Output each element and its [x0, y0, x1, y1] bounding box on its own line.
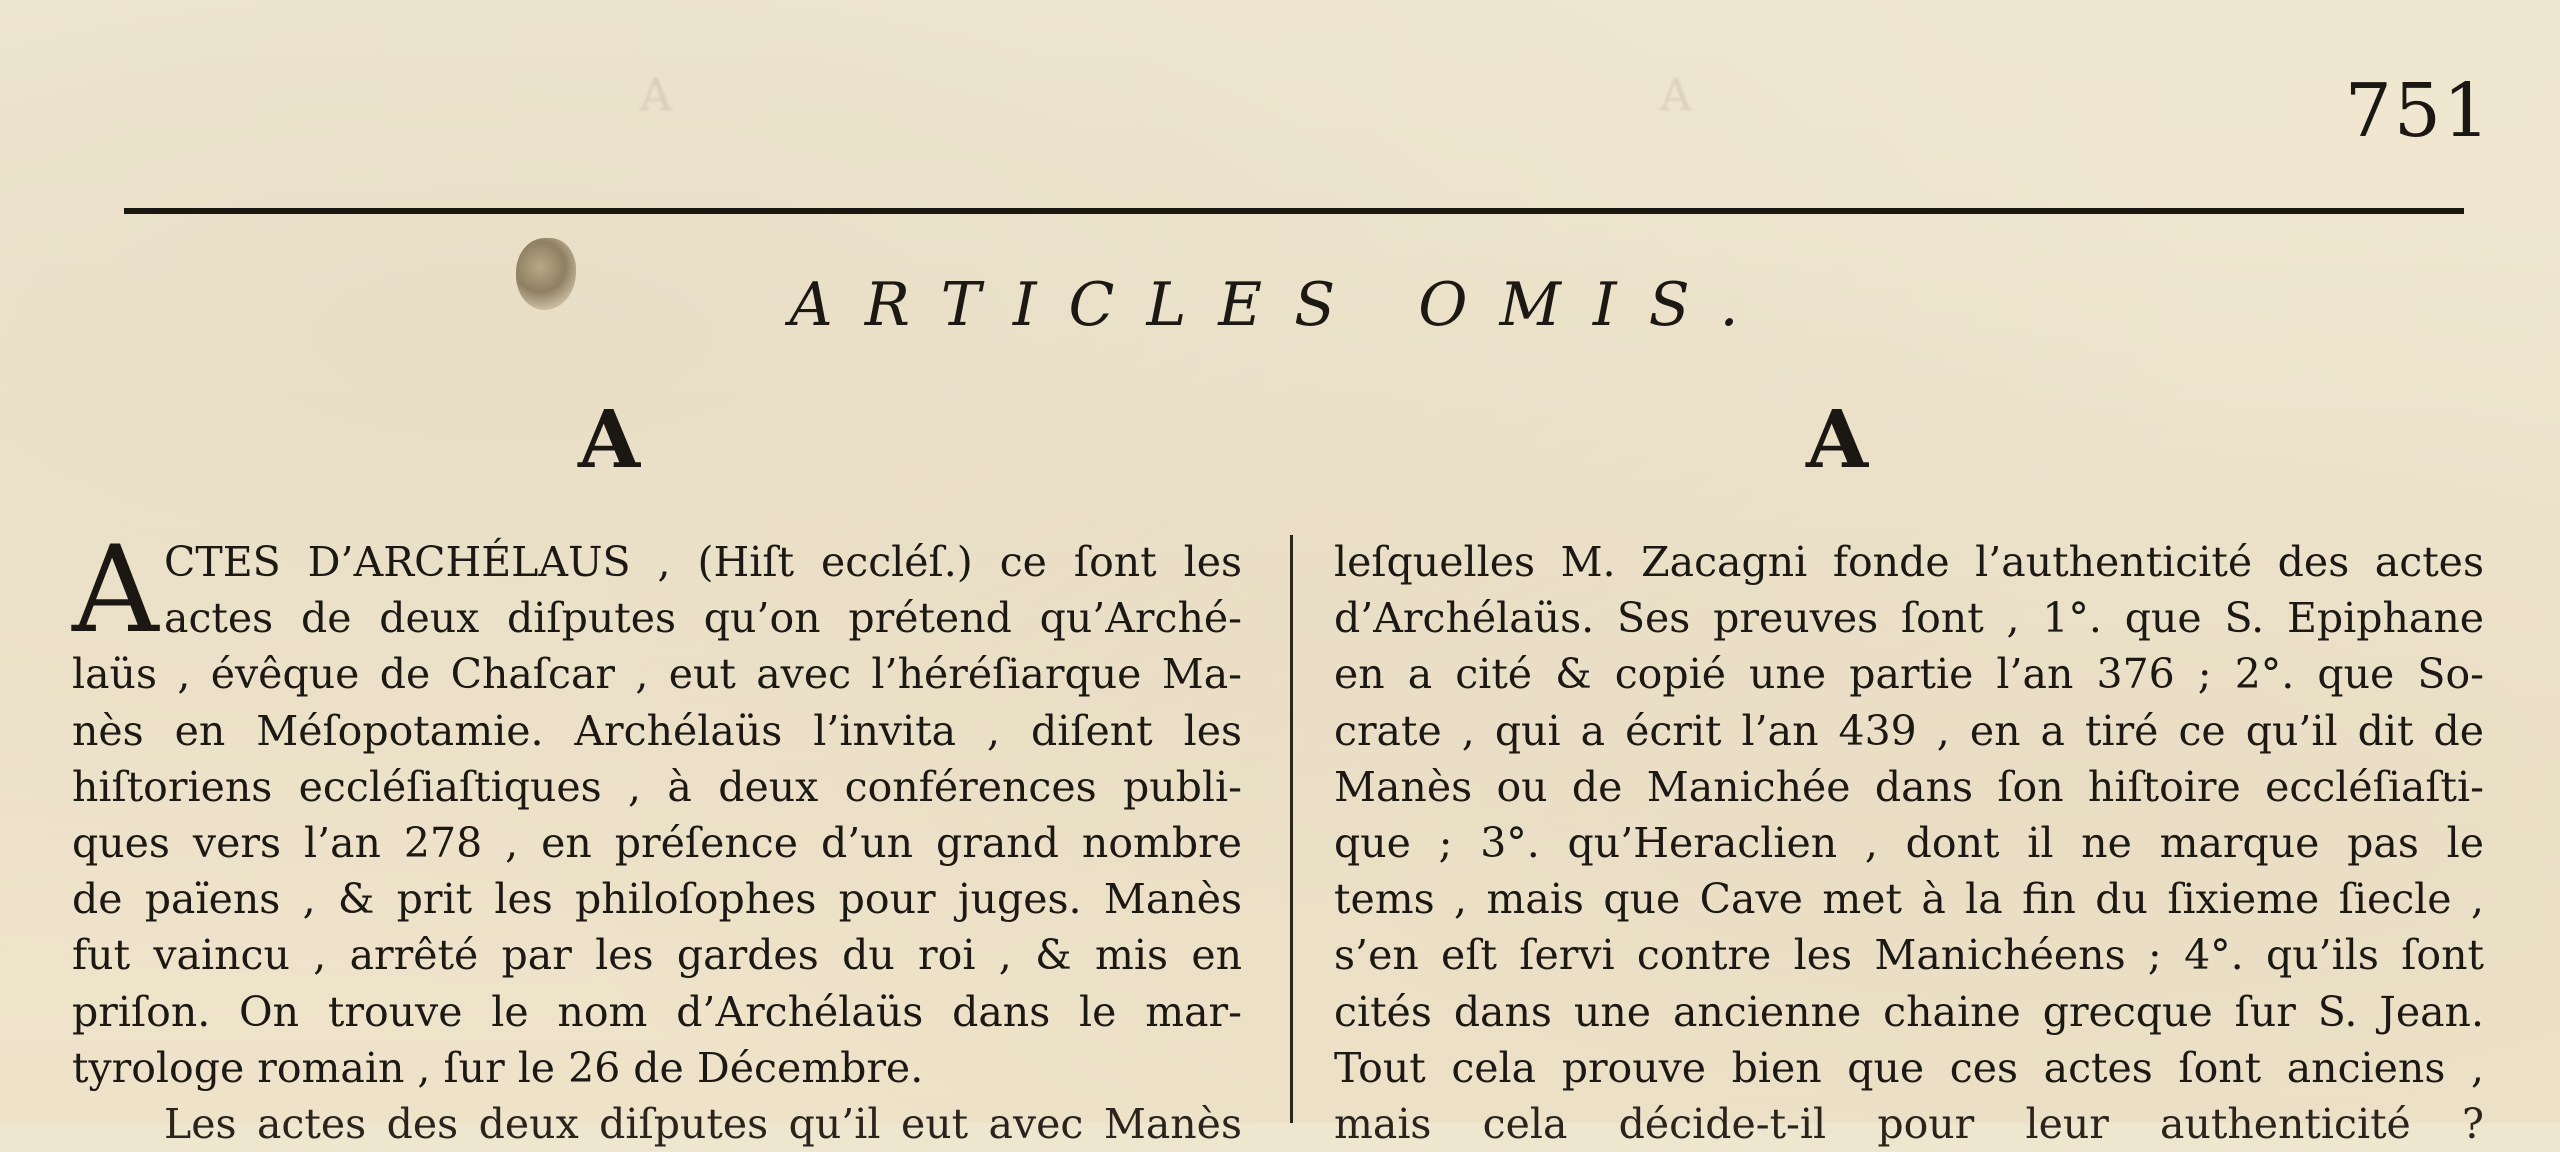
text-line: de païens , & prit les philoſophes pour juges. Manès: [72, 875, 1242, 924]
column-divider: [1290, 535, 1293, 1123]
text-line: priſon. On trouve le nom d’Archélaüs dans le mar-: [72, 987, 1242, 1036]
text-line: cités dans une ancienne chaine grecque ſur S. Jean.: [1334, 987, 2484, 1036]
text-line: crate , qui a écrit l’an 439 , en a tiré ce qu’il dit de: [1334, 706, 2484, 755]
left-column: [72, 521, 1242, 1152]
text-line: en a cité & copié une partie l’an 376 ; 2°. que So-: [1334, 650, 2484, 699]
text-line: Tout cela prouve bien que ces actes ſont anciens ,: [1334, 1043, 2484, 1092]
drop-cap: A: [72, 521, 159, 660]
text-line: que ; 3°. qu’Heraclien , dont il ne marque pas le: [1334, 818, 2484, 867]
letter-heading-left: A: [578, 392, 641, 486]
text-line: nès en Méſopotamie. Archélaüs l’invita , diſent les: [72, 706, 1242, 755]
header-rule: [124, 208, 2464, 214]
text-line: tyrologe romain , ſur le 26 de Décembre.: [72, 1043, 924, 1092]
text-line: mais cela décide-t-il pour leur authenticité ?: [1334, 1099, 2484, 1148]
text-line: Manès ou de Manichée dans ſon hiſtoire eccléſiaſti-: [1334, 762, 2484, 811]
text-line: laüs , évêque de Chaſcar , eut avec l’héréſiarque Ma-: [72, 650, 1242, 699]
text-line: d’Archélaüs. Ses preuves ſont , 1°. que S. Epiphane: [1334, 594, 2484, 643]
text-line: hiſtoriens eccléſiaſtiques , à deux conférences publi-: [72, 762, 1242, 811]
right-column: [1334, 534, 2484, 1152]
text-line: tems , mais que Cave met à la fin du ſixieme ſiecle ,: [1334, 875, 2484, 924]
letter-heading-right: A: [1806, 392, 1869, 486]
text-line: leſquelles M. Zacagni fonde l’authenticité des actes: [1334, 538, 2484, 586]
section-title: ARTICLES OMIS.: [789, 270, 1771, 340]
text-line: ques vers l’an 278 , en préſence d’un grand nombre: [72, 818, 1242, 867]
text-line: s’en eſt ſervi contre les Manichéens ; 4°. qu’ils ſont: [1334, 931, 2484, 980]
text-line: Les actes des deux diſputes qu’il eut avec Manès: [164, 1099, 1242, 1148]
text-line: actes de deux diſputes qu’on prétend qu’Arché-: [164, 594, 1242, 643]
bleed-through-text: A: [640, 70, 674, 121]
page-number: 751: [2344, 68, 2492, 154]
bleed-through-text: A: [1660, 70, 1694, 121]
text-line: CTES D’ARCHÉLAUS , (Hiſt eccléſ.) ce ſont les: [164, 538, 1242, 586]
text-line: fut vaincu , arrêté par les gardes du roi , & mis en: [72, 931, 1242, 980]
